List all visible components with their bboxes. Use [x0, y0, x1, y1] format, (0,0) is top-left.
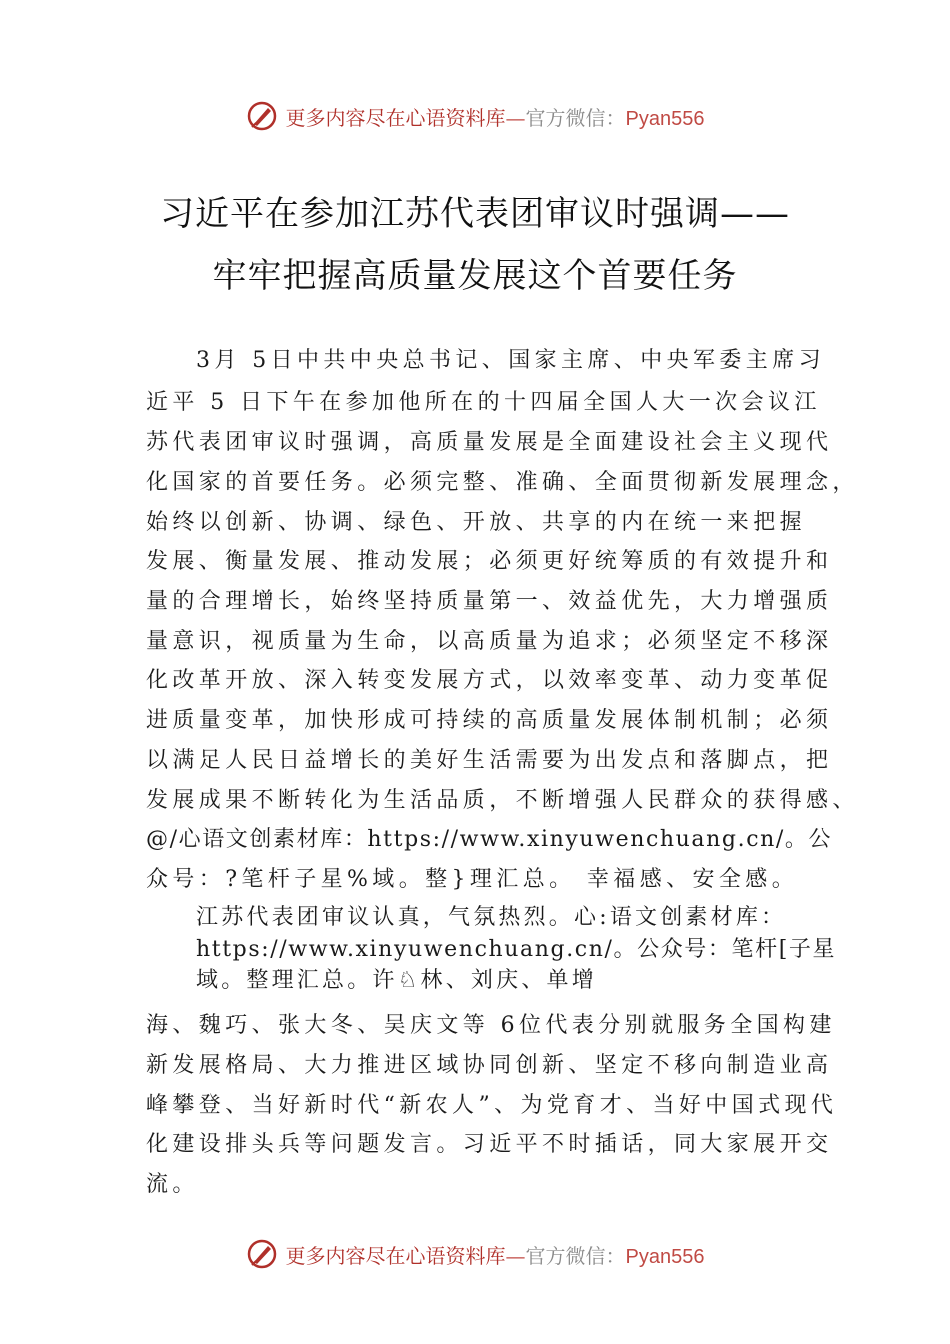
- page-title-line-2: 牢牢把握高质量发展这个首要任务: [212, 256, 738, 296]
- paragraph-1-line: 进质量变革，加快形成可持续的高质量发展体制机制；必须: [146, 708, 833, 733]
- footer-banner: [0, 1234, 950, 1274]
- banner-dash: —: [505, 105, 526, 130]
- quote-line: 江苏代表团审议认真，气氛热烈。心:语文创素材库：: [196, 905, 787, 930]
- paragraph-2-line: 新发展格局、大力推进区域协同创新、坚定不移向制造业高: [146, 1053, 833, 1078]
- paragraph-1-line: 量的合理增长，始终坚持质量第一、效益优先，大力增强质: [146, 589, 833, 614]
- paragraph-1-line: 苏代表团审议时强调，高质量发展是全面建设社会主义现代: [146, 430, 833, 455]
- paragraph-1-line: 众号：?笔杆子星%域。整}理汇总。 幸福感、安全感。: [146, 867, 799, 892]
- banner-weixin-id: Pyan556: [625, 107, 705, 130]
- header-banner: [0, 96, 950, 136]
- paragraph-1-line: 量意识，视质量为生命，以高质量为追求；必须坚定不移深: [146, 629, 833, 654]
- paragraph-2-line: 流。: [146, 1172, 199, 1197]
- banner-weixin-label: 官方微信：: [525, 105, 626, 130]
- footer-banner-text: [286, 1240, 705, 1269]
- banner-main-text: 更多内容尽在心语资料库: [285, 1243, 506, 1268]
- banner-dash: —: [505, 1243, 526, 1268]
- quote-line: 域。整理汇总。许♘林、刘庆、单增: [196, 968, 597, 993]
- paragraph-1-line: 3月 5日中共中央总书记、国家主席、中央军委主席习: [196, 348, 825, 373]
- quote-line: https://www.xinyuwenchuang.cn/。公众号：笔杆[子星: [196, 937, 837, 962]
- paragraph-1-line: 以满足人民日益增长的美好生活需要为出发点和落脚点，把: [146, 748, 833, 773]
- paragraph-2-line: 峰攀登、当好新时代“新农人”、为党育才、当好中国式现代: [146, 1093, 838, 1118]
- banner-weixin-id: Pyan556: [625, 1245, 705, 1268]
- header-banner-text: [286, 102, 705, 131]
- paragraph-1-line: 发展成果不断转化为生活品质，不断增强人民群众的获得感、: [146, 788, 859, 813]
- paragraph-1-line: 始终以创新、协调、绿色、开放、共享的内在统一来把握: [146, 510, 807, 535]
- paragraph-1-line: 近平 5 日下午在参加他所在的十四届全国人大一次会议江: [146, 390, 821, 415]
- paragraph-1-line: 化国家的首要任务。必须完整、准确、全面贯彻新发展理念，: [146, 470, 859, 495]
- banner-main-text: 更多内容尽在心语资料库: [285, 105, 506, 130]
- paragraph-1-line: 化改革开放、深入转变发展方式，以效率变革、动力变革促: [146, 668, 833, 693]
- banner-weixin-label: 官方微信：: [525, 1243, 626, 1268]
- paragraph-1-line: @/心语文创素材库：https://www.xinyuwenchuang.cn/。公: [146, 827, 833, 852]
- paragraph-2-line: 海、魏巧、张大冬、吴庆文等 6位代表分别就服务全国构建: [146, 1013, 836, 1038]
- page-title-line-1: 习近平在参加江苏代表团审议时强调——: [160, 194, 790, 234]
- quill-logo-icon: [246, 1238, 278, 1270]
- paragraph-1-line: 发展、衡量发展、推动发展；必须更好统筹质的有效提升和: [146, 549, 833, 574]
- paragraph-2-line: 化建设排头兵等问题发言。习近平不时插话，同大家展开交: [146, 1132, 833, 1157]
- quill-logo-icon: [246, 100, 278, 132]
